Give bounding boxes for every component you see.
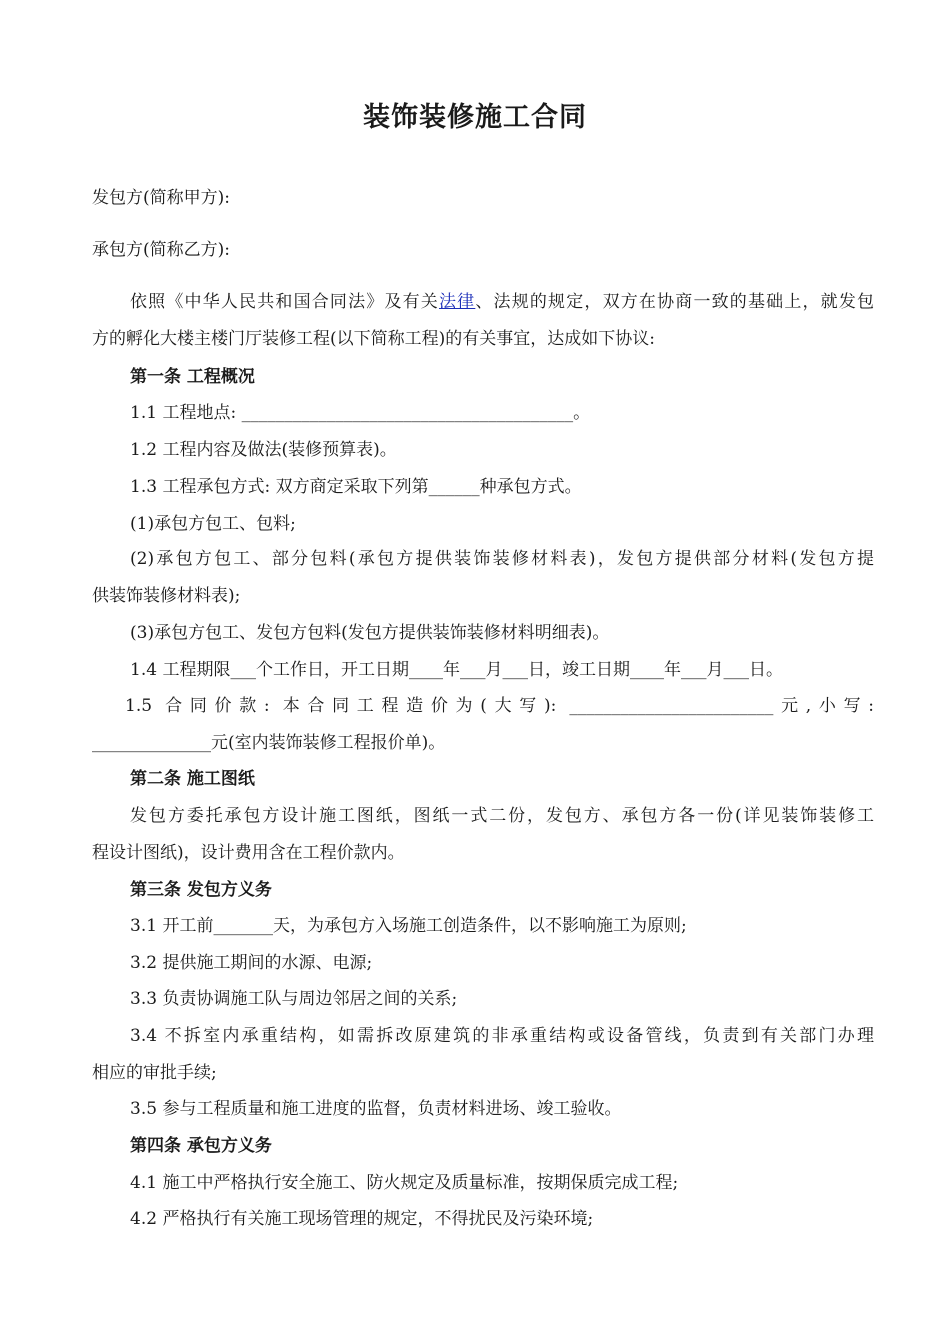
article-3-heading: 第三条 发包方义务 bbox=[130, 880, 272, 900]
law-link[interactable]: 法律 bbox=[438, 292, 476, 312]
intro-line-2: 方的孵化大楼主楼门厅装修工程(以下简称工程)的有关事宜，达成如下协议: bbox=[92, 329, 655, 349]
article-3-item-3: 3.3 负责协调施工队与周边邻居之间的关系; bbox=[130, 989, 458, 1009]
article-4-item-2: 4.2 严格执行有关施工现场管理的规定，不得扰民及污染环境; bbox=[130, 1209, 594, 1229]
article-3-item-2: 3.2 提供施工期间的水源、电源; bbox=[130, 953, 373, 973]
intro-text-post: 、法规的规定，双方在协商一致的基础上，就发包 bbox=[475, 292, 875, 312]
article-3-item-1: 3.1 开工前_______天，为承包方入场施工创造条件，以不影响施工为原则; bbox=[130, 916, 687, 936]
article-1-item-1: 1.1 工程地点: _______________________________________。 bbox=[130, 403, 591, 423]
party-b-label: 承包方(简称乙方): bbox=[92, 240, 230, 260]
article-1-item-3: 1.3 工程承包方式: 双方商定采取下列第______种承包方式。 bbox=[130, 477, 582, 497]
article-1-item-5b: ______________元(室内装饰装修工程报价单)。 bbox=[92, 733, 446, 753]
article-3-item-4b: 相应的审批手续; bbox=[92, 1063, 217, 1083]
article-2-para-2: 程设计图纸)，设计费用含在工程价款内。 bbox=[92, 843, 405, 863]
article-1-heading: 第一条 工程概况 bbox=[130, 367, 255, 387]
article-1-item-4: 1.4 工程期限___个工作日，开工日期____年___月___日，竣工日期____年___月___日。 bbox=[130, 660, 783, 680]
article-2-para-1: 发包方委托承包方设计施工图纸，图纸一式二份，发包方、承包方各一份(详见装饰装修工 bbox=[130, 806, 874, 826]
page-title: 装饰装修施工合同 bbox=[363, 102, 587, 133]
article-4-item-1: 4.1 施工中严格执行安全施工、防火规定及质量标准，按期保质完成工程; bbox=[130, 1173, 679, 1193]
article-1-option-1: (1)承包方包工、包料; bbox=[130, 514, 296, 534]
intro-line-1 bbox=[130, 291, 874, 313]
article-3-item-5: 3.5 参与工程质量和施工进度的监督，负责材料进场、竣工验收。 bbox=[130, 1099, 622, 1119]
article-3-item-4a: 3.4 不拆室内承重结构，如需拆改原建筑的非承重结构或设备管线，负责到有关部门办理 bbox=[130, 1026, 874, 1046]
article-1-item-2: 1.2 工程内容及做法(装修预算表)。 bbox=[130, 440, 397, 460]
article-4-heading: 第四条 承包方义务 bbox=[130, 1136, 272, 1156]
article-1-item-5a: 1.5 合同价款: 本合同工程造价为(大写): ________________________元,小写: bbox=[125, 696, 874, 716]
article-1-option-2a: (2)承包方包工、部分包料(承包方提供装饰装修材料表)，发包方提供部分材料(发包方提 bbox=[130, 549, 874, 569]
article-1-option-2b: 供装饰装修材料表); bbox=[92, 586, 241, 606]
intro-text-pre: 依照《中华人民共和国合同法》及有关 bbox=[130, 292, 439, 312]
article-2-heading: 第二条 施工图纸 bbox=[130, 769, 255, 789]
party-a-label: 发包方(简称甲方): bbox=[92, 188, 230, 208]
article-1-option-3: (3)承包方包工、发包方包料(发包方提供装饰装修材料明细表)。 bbox=[130, 623, 610, 643]
